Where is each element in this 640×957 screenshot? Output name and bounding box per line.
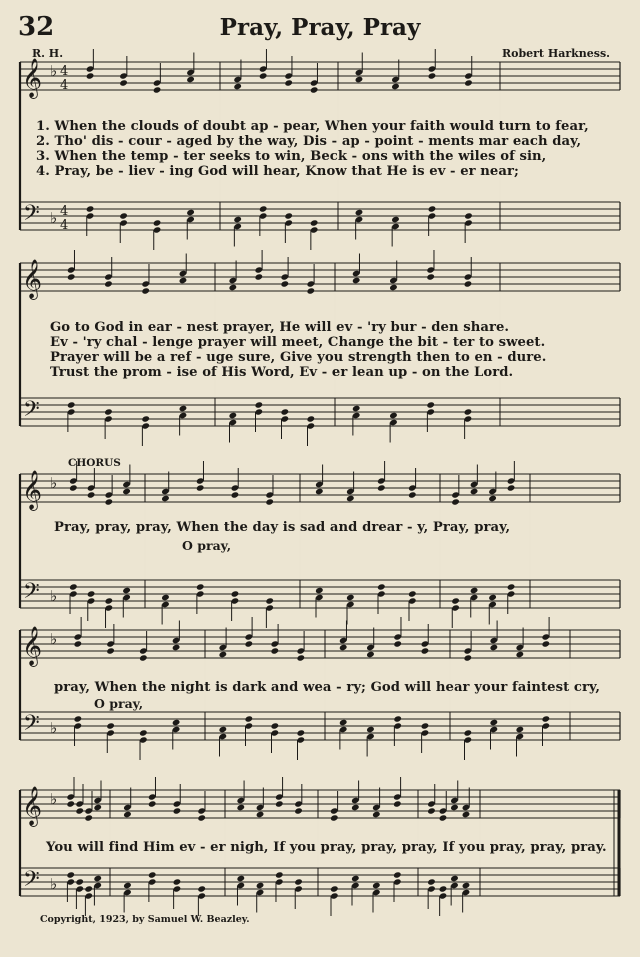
svg-text:♭: ♭ <box>50 719 58 737</box>
svg-text:♭: ♭ <box>50 62 58 80</box>
copyright: Copyright, 1923, by Samuel W. Beazley. <box>40 914 250 925</box>
svg-text:𝄞: 𝄞 <box>22 786 43 826</box>
verse-1-line-2: Go to God in ear - nest prayer, He will ev - 'ry bur - den share. <box>50 320 510 335</box>
svg-text:𝄢: 𝄢 <box>23 201 40 231</box>
verse-block-2 <box>50 320 604 380</box>
svg-text:♭: ♭ <box>50 630 58 648</box>
chorus-label: CHORUS <box>68 457 121 469</box>
verse-2-line-2: Ev - 'ry chal - lenge prayer will meet, Change the bit - ter to sweet. <box>50 335 546 350</box>
lyricist: R. H. <box>32 47 64 60</box>
verse-2-line-1: 2. Tho' dis - cour - aged by the way, Dis - ap - point - ments mar each day, <box>36 134 582 149</box>
svg-text:4: 4 <box>60 218 69 233</box>
verse-block-1 <box>36 119 608 179</box>
svg-text:♭: ♭ <box>50 209 58 227</box>
svg-text:♭: ♭ <box>50 587 58 605</box>
hymn-title: Pray, Pray, Pray <box>219 14 421 41</box>
svg-text:𝄢: 𝄢 <box>23 579 40 609</box>
svg-text:𝄞: 𝄞 <box>22 58 43 98</box>
hymn-number: 32 <box>18 12 55 42</box>
svg-text:𝄞: 𝄞 <box>22 470 43 510</box>
svg-text:♭: ♭ <box>50 474 58 492</box>
chorus-line-1: Pray, pray, pray, When the day is sad and drear - y, Pray, pray, <box>54 520 511 535</box>
svg-text:𝄢: 𝄢 <box>23 867 40 897</box>
svg-text:𝄢: 𝄢 <box>23 711 40 741</box>
svg-text:4: 4 <box>60 64 69 79</box>
svg-text:𝄞: 𝄞 <box>22 626 43 666</box>
svg-text:4: 4 <box>60 78 69 93</box>
verse-1-line-1: 1. When the clouds of doubt ap - pear, When your faith would turn to fear, <box>36 119 589 134</box>
svg-text:4: 4 <box>60 204 69 219</box>
echo-o-pray-2: O pray, <box>94 696 144 711</box>
composer: Robert Harkness. <box>501 47 610 60</box>
echo-o-pray-1: O pray, <box>182 538 232 553</box>
svg-text:♭: ♭ <box>50 790 58 808</box>
verse-3-line-2: Prayer will be a ref - uge sure, Give you strength then to en - dure. <box>50 350 547 365</box>
svg-text:𝄢: 𝄢 <box>23 397 40 427</box>
verse-4-line-1: 4. Pray, be - liev - ing God will hear, Know that He is ev - er near; <box>36 164 519 179</box>
svg-text:♭: ♭ <box>50 875 58 893</box>
chorus-line-2: pray, When the night is dark and wea - ry; God will hear your faintest cry, <box>54 680 601 695</box>
verse-4-line-2: Trust the prom - ise of His Word, Ev - er lean up - on the Lord. <box>50 365 514 380</box>
chorus-line-3: You will find Him ev - er nigh, If you pray, pray, pray, If you pray, pray, pray. <box>46 840 607 855</box>
svg-text:𝄞: 𝄞 <box>22 259 43 299</box>
verse-3-line-1: 3. When the temp - ter seeks to win, Beck - ons with the wiles of sin, <box>36 149 547 164</box>
